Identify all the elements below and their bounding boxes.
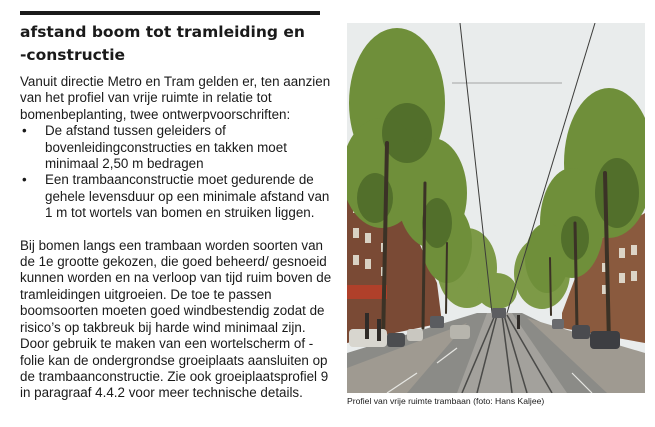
heading-line-1: afstand boom tot tramleiding en (20, 23, 305, 41)
photo-caption: Profiel van vrije ruimte trambaan (foto: Hans Kaljee) (347, 396, 545, 406)
body-paragraph: Bij bomen langs een trambaan worden soorten van de 1e grootte gekozen, die goed beheerd/ gesnoeid kunnen worden en na verloop van tijd ruim boven de tramleidingen uitgroeien. De toe te passen boomsoorten moeten goed windbestendig zodat de risico’s op takbreuk bij harde wind minimaal zijn. Door gebruik te maken van een wortelscherm of -folie kan de ondergrondse groeiplaats aansluiten op de trambaanconstructie. Zie ook groeiplaatsprofiel 9 in paragraaf 4.4.2 voor meer technische details. (20, 237, 332, 401)
heading-rule (20, 11, 320, 15)
list-item: • Een trambaanconstructie moet gedurende de gehele levensduur op een minimale afstand van 1 m tot wortels van bomen en struiken liggen. (20, 172, 332, 221)
body-text (20, 74, 332, 402)
section-heading (20, 21, 330, 67)
requirements-list (20, 123, 332, 221)
heading-line-2: -constructie (20, 46, 126, 64)
tram-street-photo (347, 23, 645, 393)
intro-paragraph: Vanuit directie Metro en Tram gelden er, ten aanzien van het profiel van vrije ruimte in relatie tot bomenbeplanting, twee ontwerpvoorschriften: (20, 74, 331, 122)
paragraph-gap (20, 222, 332, 238)
list-item: • De afstand tussen geleiders of bovenleidingconstructies en takken moet minimaal 2,50 m bedragen (20, 123, 332, 172)
